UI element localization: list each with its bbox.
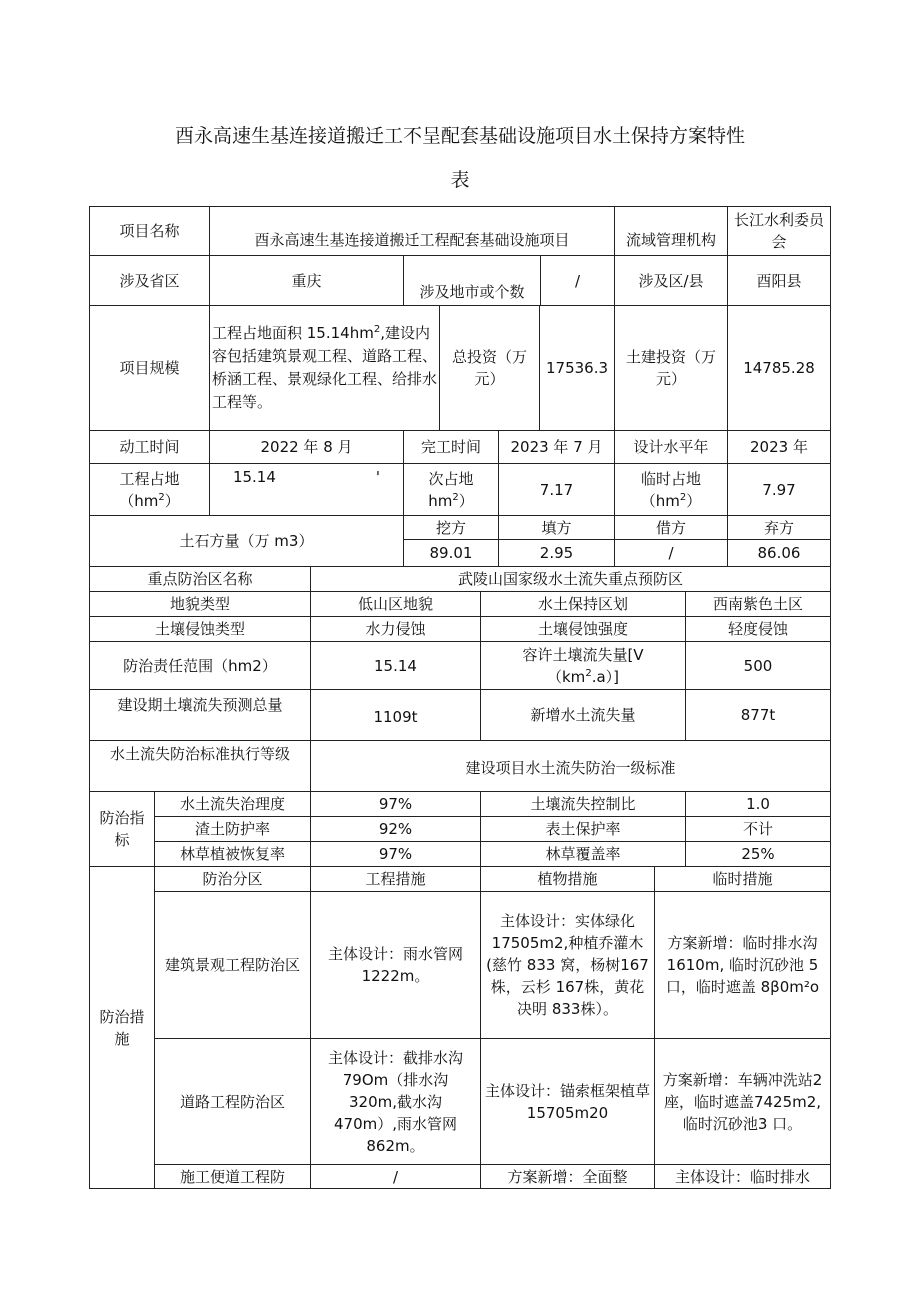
target-name: 水土流失治理度 xyxy=(154,791,311,817)
end-label: 完工时间 xyxy=(403,430,499,464)
earthwork-value-fill: 2.95 xyxy=(498,539,615,567)
erosion-intensity-value: 轻度侵蚀 xyxy=(685,616,831,642)
target-value: 92% xyxy=(310,816,481,842)
earthwork-label: 土石方量（万 m3） xyxy=(89,515,404,567)
target-value: 97% xyxy=(310,791,481,817)
design-year-label: 设计水平年 xyxy=(614,430,728,464)
document-title-line1: 酉永高速生基连接道搬迁工不呈配套基础设施项目水土保持方案特性 xyxy=(174,125,745,147)
start-label: 动工时间 xyxy=(89,430,210,464)
erosion-type-value: 水力侵蚀 xyxy=(310,616,481,642)
earthwork-header-borrow: 借方 xyxy=(614,515,728,540)
target-name: 土壤流失控制比 xyxy=(480,791,686,817)
province-label: 涉及省区 xyxy=(89,255,210,306)
measure-plant: 主体设计：锚索框架植草 15705m20 xyxy=(480,1038,655,1165)
district-value: 酉阳县 xyxy=(727,255,831,306)
measure-temporary: 主体设计：临时排水 xyxy=(654,1164,831,1189)
responsibility-range-label: 防治责任范围（hm2） xyxy=(89,641,311,690)
measure-zone-name: 道路工程防治区 xyxy=(154,1038,311,1165)
permanent-land-value: 7.17 xyxy=(498,463,615,516)
allowable-loss-label: 容许土壤流失量$[V(km^2.a)]$ xyxy=(480,641,686,690)
civil-invest-value: 14785.28 xyxy=(727,305,831,431)
document-title-line2: 表 xyxy=(450,169,470,191)
temporary-land-label: 临时占地$(hm^2)$ xyxy=(614,463,728,516)
target-name: 林草覆盖率 xyxy=(480,841,686,867)
measure-plant: 方案新增：全面整 xyxy=(480,1164,655,1189)
measures-header-zone: 防治分区 xyxy=(154,866,311,892)
earthwork-header-fill: 填方 xyxy=(498,515,615,540)
measure-temporary: 方案新增：临时排水沟1610m, 临时沉砂池 5口，临时遮盖 8β0m²o xyxy=(654,891,831,1039)
landform-value: 低山区地貌 xyxy=(310,591,481,617)
allowable-loss-value: 500 xyxy=(685,641,831,690)
land-value-mark: ' xyxy=(375,468,381,486)
permanent-land-label: 次占地 $hm^2$） xyxy=(403,463,499,516)
project-name-label: 项目名称 xyxy=(89,206,210,256)
civil-invest-label: 土建投资（万元） xyxy=(614,305,728,431)
measure-engineering: / xyxy=(310,1164,481,1189)
predicted-loss-label: 建设期土壤流失预测总量 xyxy=(89,689,311,741)
earthwork-header-spoil: 弃方 xyxy=(727,515,831,540)
district-label: 涉及区/县 xyxy=(614,255,728,306)
measure-engineering: 主体设计：截排水沟79Om（排水沟320m,截水沟470m）,雨水管网862m。 xyxy=(310,1038,481,1165)
earthwork-value-excavation: 89.01 xyxy=(403,539,499,567)
key-zone-label: 重点防治区名称 xyxy=(89,566,311,592)
new-loss-value: 877t xyxy=(685,689,831,741)
city-label: 涉及地市或个数 xyxy=(403,255,541,306)
responsibility-range-value: 15.14 xyxy=(310,641,481,690)
end-value: 2023 年 7 月 xyxy=(498,430,615,464)
sw-zone-label: 水土保持区划 xyxy=(480,591,686,617)
total-invest-value: 17536.3 xyxy=(539,305,615,431)
province-value: 重庆 xyxy=(209,255,404,306)
total-invest-label: 总投资（万元） xyxy=(439,305,540,431)
target-name: 林草植被恢复率 xyxy=(154,841,311,867)
target-value: 1.0 xyxy=(685,791,831,817)
erosion-type-label: 土壤侵蚀类型 xyxy=(89,616,311,642)
targets-label: 防治指标 xyxy=(89,791,155,867)
target-value: 25% xyxy=(685,841,831,867)
target-value: 不计 xyxy=(685,816,831,842)
start-value: 2022 年 8 月 xyxy=(209,430,404,464)
standard-value: 建设项目水土流失防治一级标准 xyxy=(310,740,831,792)
measures-label: 防治措施 xyxy=(89,866,155,1189)
target-name: 渣土防护率 xyxy=(154,816,311,842)
land-value: 15.14 ' xyxy=(209,463,404,516)
erosion-intensity-label: 土壤侵蚀强度 xyxy=(480,616,686,642)
measures-header-engineering: 工程措施 xyxy=(310,866,481,892)
project-name-value: 酉永高速生基连接道搬迁工程配套基础设施项目 xyxy=(209,206,615,256)
scale-label: 项目规模 xyxy=(89,305,210,431)
landform-label: 地貌类型 xyxy=(89,591,311,617)
key-zone-value: 武陵山国家级水土流失重点预防区 xyxy=(310,566,831,592)
earthwork-value-borrow: / xyxy=(614,539,728,567)
measure-zone-name: 施工便道工程防 xyxy=(154,1164,311,1189)
temporary-land-value: 7.97 xyxy=(727,463,831,516)
measure-temporary: 方案新增：车辆冲洗站2 座，临时遮盖7425m2,临时沉砂池3 口。 xyxy=(654,1038,831,1165)
measure-zone-name: 建筑景观工程防治区 xyxy=(154,891,311,1039)
predicted-loss-value: 1109t xyxy=(310,689,481,741)
earthwork-header-excavation: 挖方 xyxy=(403,515,499,540)
new-loss-label: 新增水土流失量 xyxy=(480,689,686,741)
target-name: 表土保护率 xyxy=(480,816,686,842)
design-year-value: 2023 年 xyxy=(727,430,831,464)
measures-header-temporary: 临时措施 xyxy=(654,866,831,892)
standard-label: 水土流失防治标准执行等级 xyxy=(89,740,311,792)
measures-header-plant: 植物措施 xyxy=(480,866,655,892)
measure-plant: 主体设计：实体绿化17505m2,种植乔灌木(慈竹 833 窝，杨树167 株，云杉 167株，黄花决明 833株）。 xyxy=(480,891,655,1039)
target-value: 97% xyxy=(310,841,481,867)
basin-org-label: 流域管理机构 xyxy=(614,206,728,256)
measure-engineering: 主体设计：雨水管网1222m。 xyxy=(310,891,481,1039)
city-value: / xyxy=(540,255,615,306)
basin-org-value: 长江水利委员会 xyxy=(727,206,831,256)
scale-value: 工程占地面积 $15.14hm^2$,建设内容包括建筑景观工程、道路工程、桥涵工程、景观绿化工程、给排水工程等。 xyxy=(209,305,440,431)
sw-zone-value: 西南紫色土区 xyxy=(685,591,831,617)
land-label: 工程占地$(hm^2)$ xyxy=(89,463,210,516)
earthwork-value-spoil: 86.06 xyxy=(727,539,831,567)
